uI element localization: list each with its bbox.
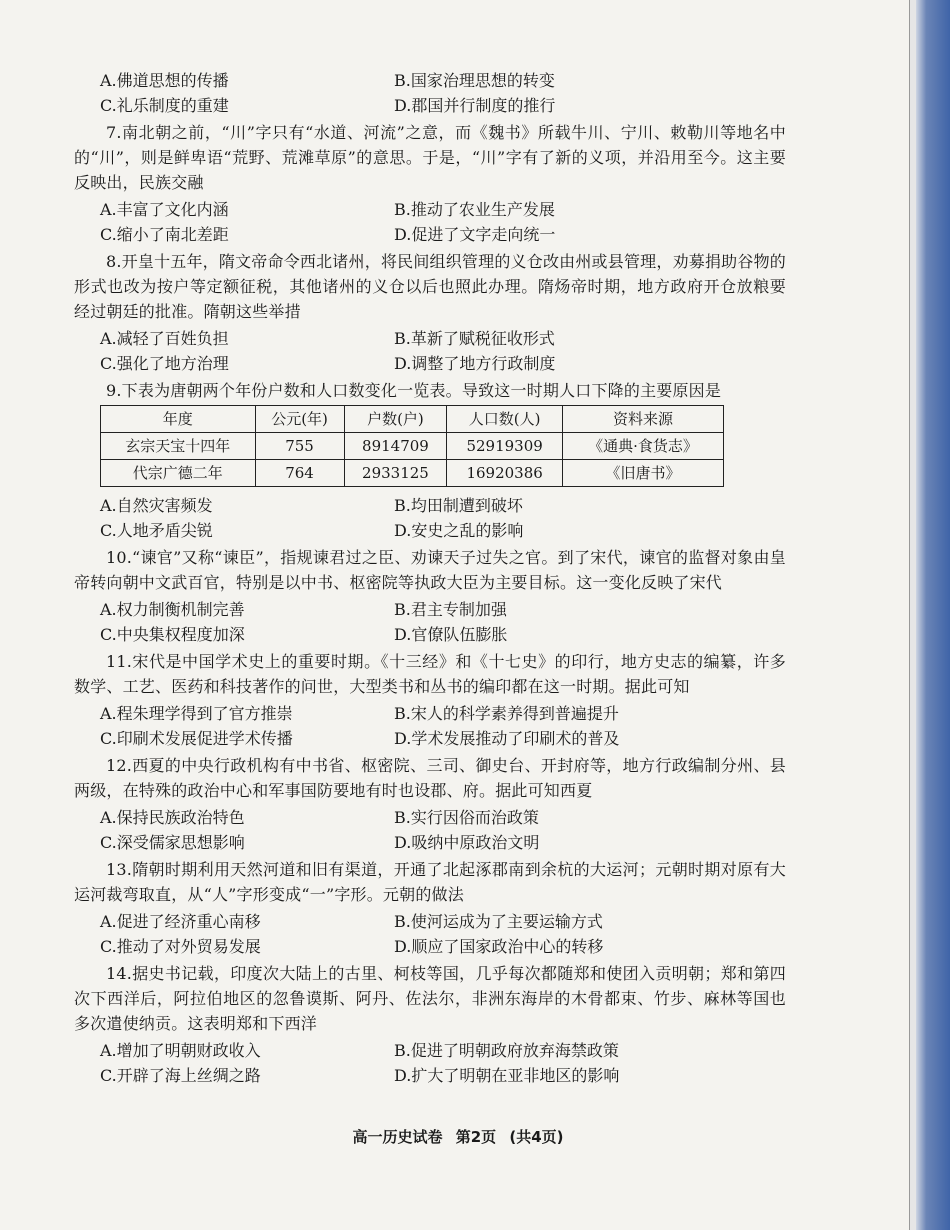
- option-b[interactable]: B.革新了赋税征收形式: [394, 329, 555, 348]
- option-b[interactable]: B.宋人的科学素养得到普遍提升: [394, 704, 619, 723]
- option-a[interactable]: A.促进了经济重心南移: [100, 912, 261, 931]
- scan-edge: [916, 0, 950, 1230]
- table-row: [101, 433, 724, 460]
- question-14-stem: 14.据史书记载，印度次大陆上的古里、柯枝等国，几乎每次都随郑和使团入贡明朝；郑和第四次下西洋后，阿拉伯地区的忽鲁谟斯、阿丹、佐法尔，非洲东海岸的木骨都束、竹步、麻林等国也多次遣使纳贡。这表明郑和下西洋: [74, 964, 786, 1033]
- option-c[interactable]: C.人地矛盾尖锐: [100, 521, 213, 540]
- table-cell: 755: [255, 433, 344, 460]
- option-b[interactable]: B.促进了明朝政府放弃海禁政策: [394, 1041, 619, 1060]
- option-c[interactable]: C.推动了对外贸易发展: [100, 937, 261, 956]
- table-cell: 8914709: [344, 433, 447, 460]
- question-10-options: [74, 597, 786, 647]
- table-cell: 2933125: [344, 460, 447, 487]
- option-a[interactable]: A.保持民族政治特色: [100, 808, 245, 827]
- option-d[interactable]: D.扩大了明朝在亚非地区的影响: [394, 1066, 620, 1085]
- option-c[interactable]: C.缩小了南北差距: [100, 225, 229, 244]
- table-header: 年度: [101, 406, 256, 433]
- option-c[interactable]: C.开辟了海上丝绸之路: [100, 1066, 261, 1085]
- question-12: [74, 753, 786, 855]
- question-9-options: [74, 493, 786, 543]
- table-cell: 52919309: [447, 433, 563, 460]
- question-8: [74, 249, 786, 376]
- option-d[interactable]: D.吸纳中原政治文明: [394, 833, 540, 852]
- option-b[interactable]: B.国家治理思想的转变: [394, 71, 555, 90]
- question-12-options: [74, 805, 786, 855]
- question-11-options: [74, 701, 786, 751]
- question-7: [74, 120, 786, 247]
- option-d[interactable]: D.官僚队伍膨胀: [394, 625, 508, 644]
- option-a[interactable]: A.减轻了百姓负担: [100, 329, 229, 348]
- question-13-options: [74, 909, 786, 959]
- question-14-options: [74, 1038, 786, 1088]
- option-d[interactable]: D.顺应了国家政治中心的转移: [394, 937, 604, 956]
- option-d[interactable]: D.学术发展推动了印刷术的普及: [394, 729, 620, 748]
- option-d[interactable]: D.促进了文字走向统一: [394, 225, 556, 244]
- option-d[interactable]: D.郡国并行制度的推行: [394, 96, 556, 115]
- question-10: [74, 545, 786, 647]
- question-10-stem: 10.“谏官”又称“谏臣”，指规谏君过之臣、劝谏天子过失之官。到了宋代，谏官的监督对象由皇帝转向朝中文武百官，特别是以中书、枢密院等执政大臣为主要目标。这一变化反映了宋代: [74, 548, 786, 592]
- table-cell: 《旧唐书》: [562, 460, 723, 487]
- option-b[interactable]: B.推动了农业生产发展: [394, 200, 555, 219]
- page-footer: [0, 1126, 916, 1147]
- option-a[interactable]: A.程朱理学得到了官方推崇: [100, 704, 293, 723]
- question-14: [74, 961, 786, 1088]
- table-header: 公元(年): [255, 406, 344, 433]
- option-d[interactable]: D.调整了地方行政制度: [394, 354, 556, 373]
- page-total: (共4页): [509, 1128, 564, 1146]
- question-12-stem: 12.西夏的中央行政机构有中书省、枢密院、三司、御史台、开封府等，地方行政编制分州、县两级，在特殊的政治中心和军事国防要地有时也设郡、府。据此可知西夏: [74, 756, 786, 800]
- page-fold-line: [909, 0, 916, 1230]
- table-header: 资料来源: [562, 406, 723, 433]
- question-9: [74, 378, 786, 543]
- page-number: 第2页: [455, 1128, 497, 1146]
- population-table: [100, 405, 724, 487]
- exam-title: 高一历史试卷: [352, 1128, 443, 1146]
- option-b[interactable]: B.均田制遭到破坏: [394, 496, 523, 515]
- option-c[interactable]: C.礼乐制度的重建: [100, 96, 229, 115]
- question-11: [74, 649, 786, 751]
- question-9-stem: 9.下表为唐朝两个年份户数和人口数变化一览表。导致这一时期人口下降的主要原因是: [106, 381, 722, 400]
- question-8-stem: 8.开皇十五年，隋文帝命令西北诸州，将民间组织管理的义仓改由州或县管理，劝募捐助谷物的形式也改为按户等定额征税，其他诸州的义仓以后也照此办理。隋炀帝时期，地方政府开仓放粮要经过朝廷的批准。隋朝这些举措: [74, 252, 786, 321]
- question-7-stem: 7.南北朝之前，“川”字只有“水道、河流”之意，而《魏书》所载牛川、宁川、敕勒川等地名中的“川”，则是鲜卑语“荒野、荒滩草原”的意思。于是，“川”字有了新的义项，并沿用至今。这主要反映出，民族交融: [74, 123, 786, 192]
- table-header-row: [101, 406, 724, 433]
- table-cell: 《通典·食货志》: [562, 433, 723, 460]
- table-cell: 764: [255, 460, 344, 487]
- option-b[interactable]: B.实行因俗而治政策: [394, 808, 539, 827]
- question-8-options: [74, 326, 786, 376]
- table-header: 人口数(人): [447, 406, 563, 433]
- table-row: [101, 460, 724, 487]
- option-c[interactable]: C.中央集权程度加深: [100, 625, 245, 644]
- option-a[interactable]: A.丰富了文化内涵: [100, 200, 229, 219]
- question-11-stem: 11.宋代是中国学术史上的重要时期。《十三经》和《十七史》的印行，地方史志的编纂，许多数学、工艺、医药和科技著作的问世，大型类书和丛书的编印都在这一时期。据此可知: [74, 652, 786, 696]
- exam-page-content: [74, 66, 786, 1090]
- table-cell: 玄宗天宝十四年: [101, 433, 256, 460]
- option-b[interactable]: B.君主专制加强: [394, 600, 507, 619]
- table-header: 户数(户): [344, 406, 447, 433]
- table-cell: 代宗广德二年: [101, 460, 256, 487]
- option-a[interactable]: A.权力制衡机制完善: [100, 600, 245, 619]
- option-c[interactable]: C.深受儒家思想影响: [100, 833, 245, 852]
- question-6-options: [74, 68, 786, 118]
- option-d[interactable]: D.安史之乱的影响: [394, 521, 524, 540]
- table-cell: 16920386: [447, 460, 563, 487]
- option-a[interactable]: A.自然灾害频发: [100, 496, 213, 515]
- option-a[interactable]: A.增加了明朝财政收入: [100, 1041, 261, 1060]
- question-13-stem: 13.隋朝时期利用天然河道和旧有渠道，开通了北起涿郡南到余杭的大运河；元朝时期对原有大运河裁弯取直，从“人”字形变成“一”字形。元朝的做法: [74, 860, 786, 904]
- option-c[interactable]: C.强化了地方治理: [100, 354, 229, 373]
- question-7-options: [74, 197, 786, 247]
- option-a[interactable]: A.佛道思想的传播: [100, 71, 229, 90]
- option-b[interactable]: B.使河运成为了主要运输方式: [394, 912, 603, 931]
- question-13: [74, 857, 786, 959]
- option-c[interactable]: C.印刷术发展促进学术传播: [100, 729, 293, 748]
- question-6: [74, 68, 786, 118]
